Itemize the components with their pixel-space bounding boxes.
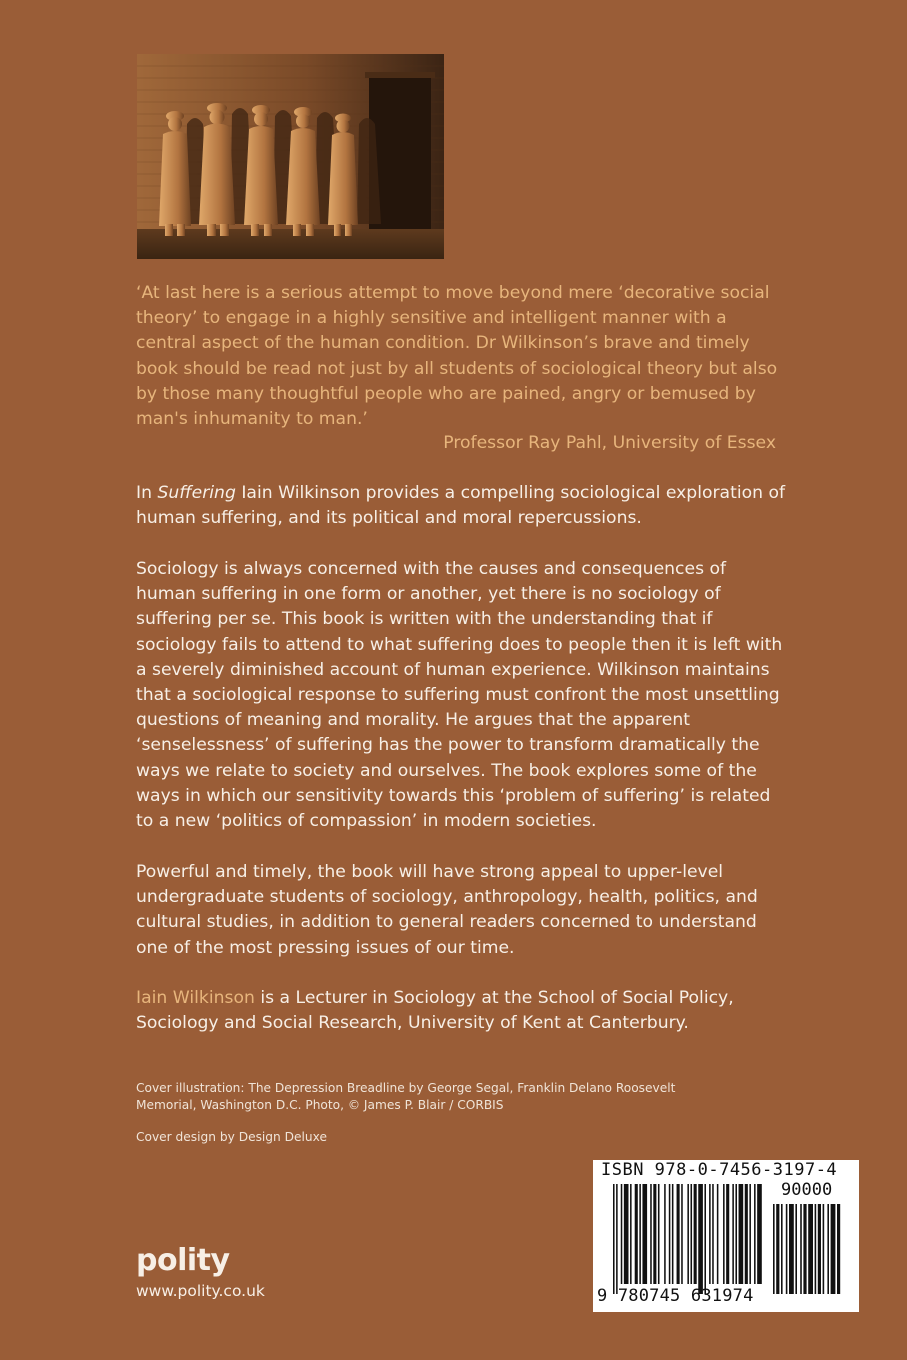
publisher-logo: polity: [136, 1243, 230, 1278]
description-paragraph-3: [136, 860, 786, 961]
paragraph-3-text: Powerful and timely, the book will have strong appeal to upper-level undergraduate students of sociology, anthropology, health, politics, and cultural studies, in addition to general readers concerned to understand one of the most pressing issues of our time.: [136, 862, 758, 958]
barcode: [593, 1160, 859, 1312]
intro-rest: Iain Wilkinson provides a compelling sociological exploration of human suffering, and its political and moral repercussions.: [136, 483, 786, 529]
description-paragraph-2: [136, 557, 786, 834]
paragraph-2-text: Sociology is always concerned with the causes and consequences of human suffering in one form or another, yet there is no sociology of suffering per se. This book is written with the understanding that if sociology fails to attend to what suffering does to people then it is left with a severely diminished account of human experience. Wilkinson maintains that a sociological response to suffering must confront the most unsettling questions of meaning and morality. He argues that the apparent ‘senselessness’ of suffering has the power to transform dramatically the ways we relate to society and ourselves. The book explores some of the ways in which our sensitivity towards this ‘problem of suffering’ is related to a new ‘politics of compassion’ in modern societies.: [136, 559, 783, 832]
author-bio-text: is a Lecturer in Sociology at the School of Social Policy, Sociology and Social Research, University of Kent at Canterbury.: [136, 988, 734, 1034]
publisher-url: www.polity.co.uk: [136, 1282, 265, 1300]
cover-design-credit: Cover design by Design Deluxe: [136, 1130, 327, 1144]
isbn-text: ISBN 978-0-7456-3197-4: [601, 1160, 838, 1180]
description-intro: [136, 481, 786, 531]
price-addon-digits: 90000: [781, 1180, 833, 1200]
quote-text: ‘At last here is a serious attempt to move beyond mere ‘decorative social theory’ to engage in a highly sensitive and intelligent manner with a central aspect of the human condition. Dr Wilkinson’s brave and timely book should be read not just by all students of sociological theory but also by those many thoughtful people who are pained, angry or bemused by man's inhumanity to man.’: [136, 283, 778, 430]
author-name: Iain Wilkinson: [136, 988, 255, 1008]
quote-attribution: Professor Ray Pahl, University of Essex: [443, 433, 776, 453]
endorsement-quote: [136, 281, 786, 432]
ean-digits: 9 780745 631974: [597, 1286, 754, 1306]
breadline-sculpture-photo: [137, 54, 444, 259]
cover-illustration-credit: Cover illustration: The Depression Breadline by George Segal, Franklin Delano Roosevelt Memorial, Washington D.C. Photo, © James P. Blair / CORBIS: [136, 1081, 676, 1112]
intro-prefix: In: [136, 483, 158, 503]
author-bio: [136, 986, 786, 1036]
cover-photo: [137, 54, 444, 259]
book-title: Suffering: [157, 483, 236, 503]
